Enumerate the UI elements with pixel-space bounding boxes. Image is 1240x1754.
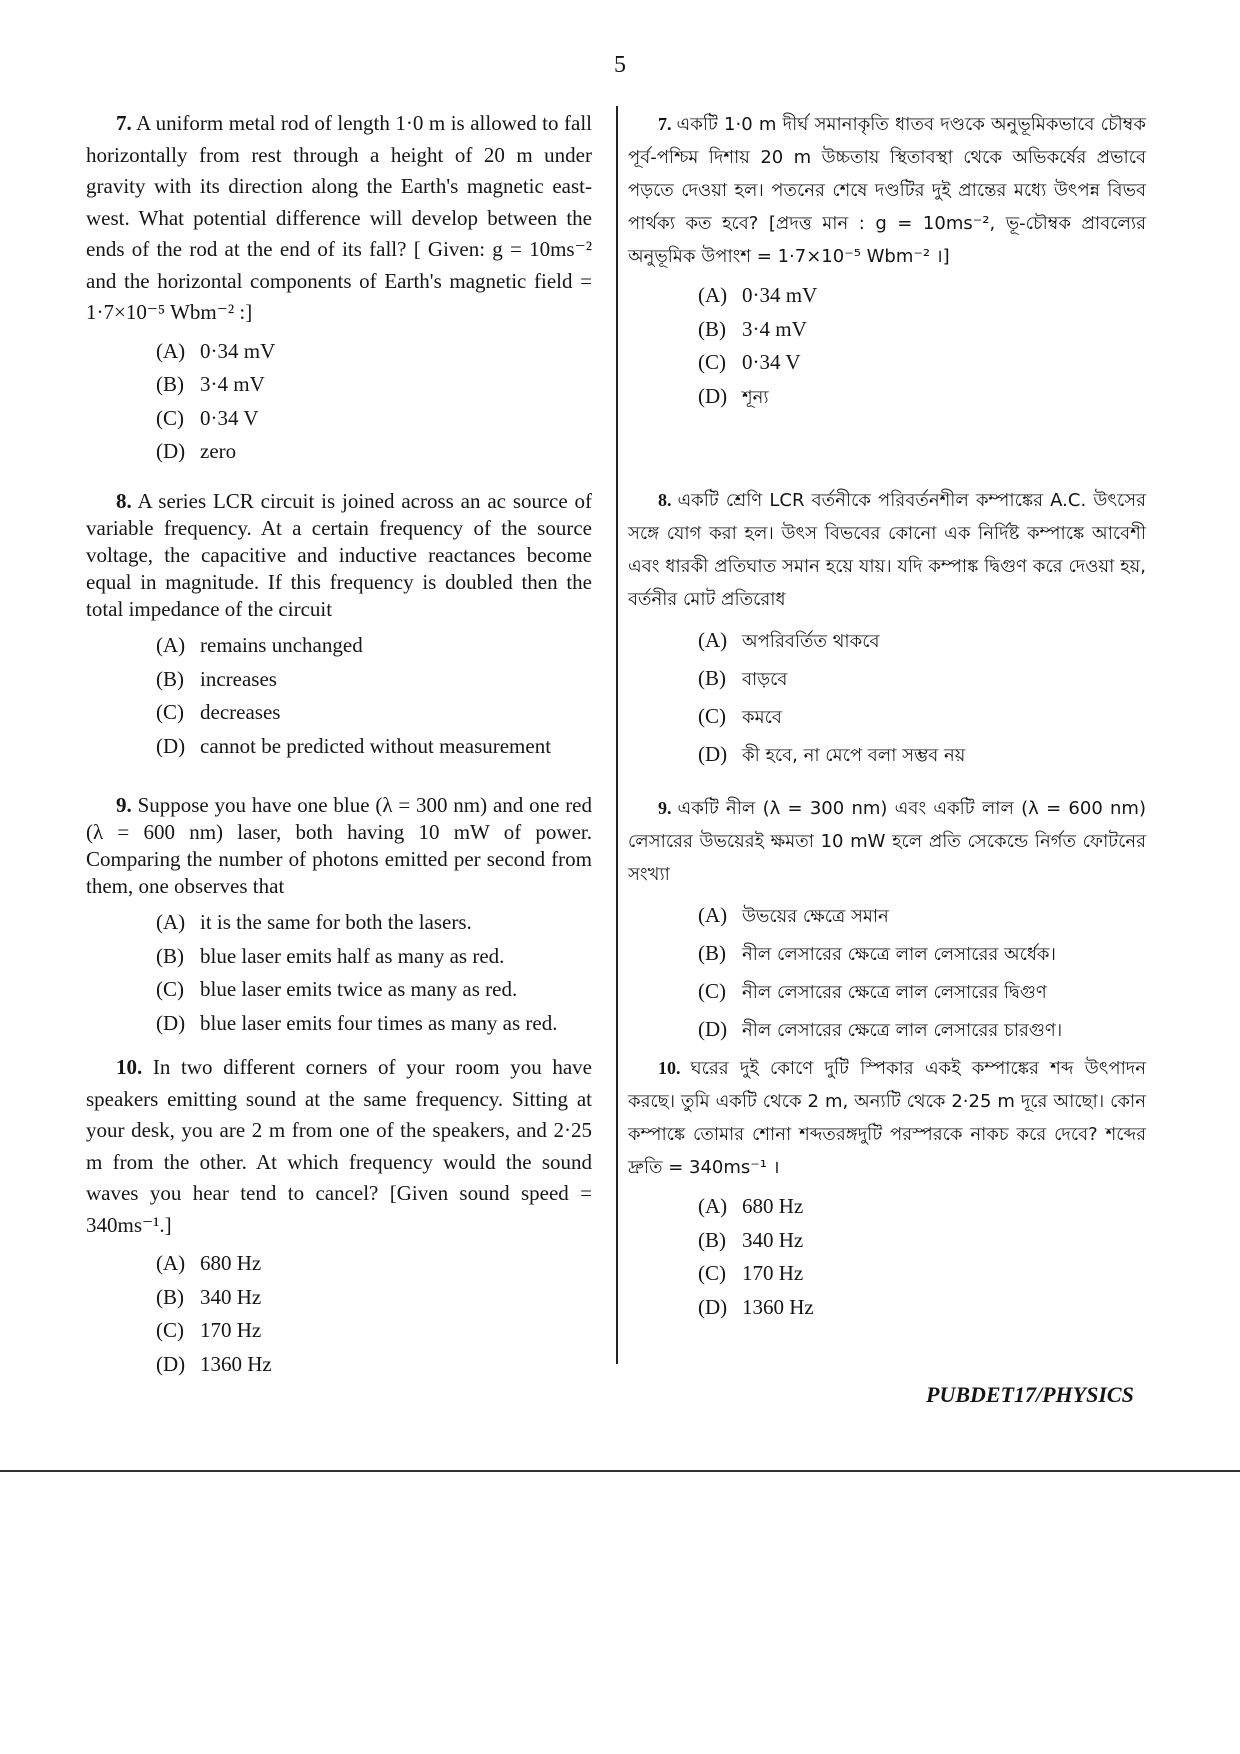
- question-8-bn: [628, 484, 1146, 774]
- option-a[interactable]: (A) অপরিবর্তিত থাকবে: [698, 628, 880, 652]
- option-d[interactable]: (D) zero: [156, 439, 237, 463]
- question-text: Suppose you have one blue (λ = 300 nm) and one red (λ = 600 nm) laser, both having 10 mW of power. Comparing the number of photons emitted per second from them, one observes that: [86, 793, 593, 898]
- question-8-en: [86, 488, 592, 763]
- option-list: [698, 279, 1146, 414]
- question-7-en: [86, 108, 592, 469]
- option-d[interactable]: (D) cannot be predicted without measurement: [156, 733, 552, 758]
- option-c[interactable]: (C) 0·34 V: [156, 405, 259, 430]
- question-text: একটি শ্রেণি LCR বর্তনীকে পরিবর্তনশীল কম্পাঙ্কের A.C. উৎসের সঙ্গে যোগ করা হল। উৎস বিভবের কোনো এক নির্দিষ্ট কম্পাঙ্কে আবেশী এবং ধারকী প্রতিঘাত সমান হয়ে যায়। যদি কম্পাঙ্ক দ্বিগুণ করে দেওয়া হয়, বর্তনীর মোট প্রতিরোধ: [628, 490, 1146, 610]
- option-c[interactable]: (C) 170 Hz: [156, 1318, 262, 1342]
- option-b[interactable]: (B) blue laser emits half as many as red.: [156, 943, 505, 968]
- option-c[interactable]: (C) নীল লেসারের ক্ষেত্রে লাল লেসারের দ্বিগুণ: [698, 979, 1047, 1003]
- option-b[interactable]: (B) 3·4 mV: [698, 316, 807, 341]
- question-stem: [86, 108, 592, 329]
- option-b[interactable]: (B) increases: [156, 666, 277, 691]
- option-a[interactable]: (A) it is the same for both the lasers.: [156, 910, 472, 934]
- option-b[interactable]: (B) বাড়বে: [698, 666, 788, 690]
- option-a[interactable]: (A) 0·34 mV: [156, 338, 276, 363]
- option-b[interactable]: (B) নীল লেসারের ক্ষেত্রে লাল লেসারের অর্ধেক।: [698, 941, 1056, 965]
- option-list: [156, 906, 592, 1040]
- footer-rule: [0, 1470, 1240, 1472]
- question-stem: [628, 484, 1146, 616]
- question-text: A uniform metal rod of length 1·0 m is allowed to fall horizontally from rest through a height of 20 m under gravity with its direction along the Earth's magnetic east-west. What potential difference will develop between the ends of the rod at the end of its fall? [ Given: g = 10ms⁻² and the horizontal components of Earth's magnetic field = 1·7×10⁻⁵ Wbm⁻² :]: [86, 111, 592, 324]
- option-d[interactable]: (D) 1360 Hz: [698, 1294, 814, 1319]
- question-stem: [628, 1052, 1146, 1184]
- option-a[interactable]: (A) উভয়ের ক্ষেত্রে সমান: [698, 903, 889, 927]
- option-list: [156, 629, 592, 763]
- option-b[interactable]: (B) 340 Hz: [698, 1227, 804, 1252]
- option-b[interactable]: (B) 3·4 mV: [156, 372, 265, 396]
- question-stem: [628, 108, 1146, 273]
- question-text: একটি নীল (λ = 300 nm) এবং একটি লাল (λ = 600 nm) লেসারের উভয়েরই ক্ষমতা 10 mW হলে প্রতি সেকেন্ডে নির্গত ফোটনের সংখ্যা: [628, 798, 1146, 885]
- option-c[interactable]: (C) কমবে: [698, 704, 782, 728]
- option-d[interactable]: (D) নীল লেসারের ক্ষেত্রে লাল লেসারের চারগুণ।: [698, 1017, 1063, 1041]
- question-9-bn: [628, 792, 1146, 1049]
- option-a[interactable]: (A) 680 Hz: [698, 1194, 804, 1218]
- question-number: 7.: [116, 111, 132, 135]
- option-c[interactable]: (C) 170 Hz: [698, 1261, 804, 1285]
- question-number: 8.: [658, 490, 672, 510]
- option-a[interactable]: (A) 680 Hz: [156, 1251, 262, 1275]
- question-stem: [628, 792, 1146, 891]
- option-b[interactable]: (B) 340 Hz: [156, 1284, 262, 1309]
- paper-code: PUBDET17/PHYSICS: [926, 1382, 1134, 1407]
- question-number: 9.: [658, 798, 672, 818]
- question-10-en: [86, 1052, 592, 1381]
- question-number: 8.: [116, 489, 132, 513]
- question-text: A series LCR circuit is joined across an ac source of variable frequency. At a certain frequency of the source voltage, the capacitive and inductive reactances become equal in magnitude. If this frequency is doubled then the total impedance of the circuit: [86, 489, 593, 621]
- question-9-en: [86, 792, 592, 1040]
- question-number: 9.: [116, 793, 132, 817]
- option-d[interactable]: (D) blue laser emits four times as many as red.: [156, 1010, 558, 1035]
- question-stem: [86, 488, 592, 623]
- question-number: 10.: [116, 1055, 143, 1079]
- option-c[interactable]: (C) decreases: [156, 700, 281, 724]
- option-list: [698, 1190, 1146, 1324]
- question-stem: [86, 1052, 592, 1241]
- option-d[interactable]: (D) শূন্য: [698, 383, 769, 408]
- page-number: 5: [614, 52, 626, 78]
- question-7-bn: [628, 108, 1146, 414]
- option-c[interactable]: (C) 0·34 V: [698, 350, 801, 374]
- question-text: In two different corners of your room you have speakers emitting sound at the same frequency. Sitting at your desk, you are 2 m from one of the speakers, and 2·25 m from the other. At which frequency would the sound waves you hear tend to cancel? [Given sound speed = 340ms⁻¹.]: [86, 1055, 592, 1237]
- option-d[interactable]: (D) কী হবে, না মেপে বলা সম্ভব নয়: [698, 742, 966, 766]
- option-list: [698, 622, 1146, 774]
- option-list: [156, 1247, 592, 1381]
- column-divider: [616, 106, 618, 1364]
- question-number: 10.: [658, 1058, 681, 1078]
- option-d[interactable]: (D) 1360 Hz: [156, 1351, 272, 1376]
- question-text: একটি 1·0 m দীর্ঘ সমানাকৃতি ধাতব দণ্ডকে অনুভূমিকভাবে চৌম্বক পূর্ব-পশ্চিম দিশায় 20 m উচ্চতায় স্থিতাবস্থা থেকে অভিকর্ষের প্রভাবে পড়তে দেওয়া হল। পতনের শেষে দণ্ডটির দুই প্রান্তের মধ্যে উৎপন্ন বিভব পার্থক্য কত হবে? [প্রদত্ত মান : g = 10ms⁻², ভূ-চৌম্বক প্রাবল্যের অনুভূমিক উপাংশ = 1·7×10⁻⁵ Wbm⁻² ।]: [628, 114, 1147, 267]
- option-list: [156, 335, 592, 469]
- question-10-bn: [628, 1052, 1146, 1324]
- question-stem: [86, 792, 592, 900]
- option-a[interactable]: (A) remains unchanged: [156, 633, 363, 657]
- question-number: 7.: [658, 114, 672, 134]
- option-c[interactable]: (C) blue laser emits twice as many as red.: [156, 977, 518, 1001]
- option-list: [698, 897, 1146, 1049]
- option-a[interactable]: (A) 0·34 mV: [698, 283, 818, 307]
- question-text: ঘরের দুই কোণে দুটি স্পিকার একই কম্পাঙ্কের শব্দ উৎপাদন করছে। তুমি একটি থেকে 2 m, অন্যটি থেকে 2·25 m দূরে আছো। কোন কম্পাঙ্কে তোমার শোনা শব্দতরঙ্গদুটি পরস্পরকে নাকচ করে দেবে? শব্দের দ্রুতি = 340ms⁻¹ ।: [628, 1058, 1147, 1178]
